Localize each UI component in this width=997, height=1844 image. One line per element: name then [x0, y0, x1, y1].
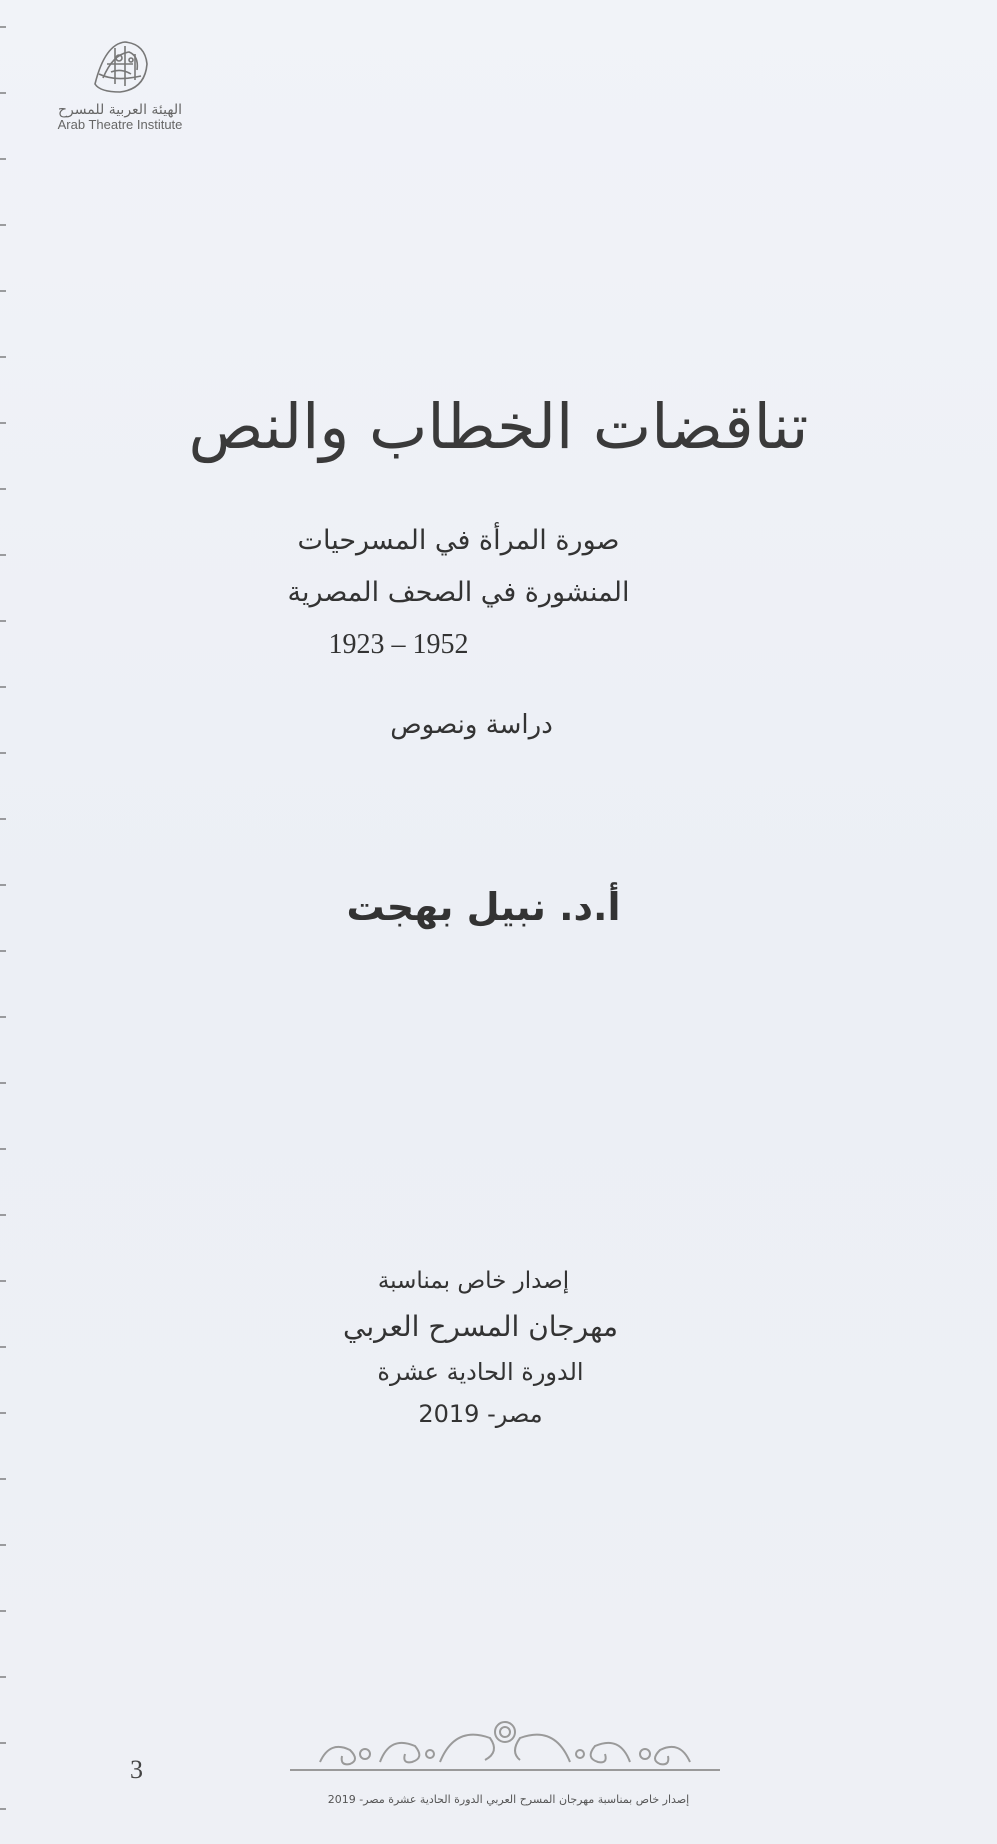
subtitle-line-1: صورة المرأة في المسرحيات [297, 525, 620, 556]
institute-logo [40, 34, 200, 144]
author-name: أ.د. نبيل بهجت [346, 885, 621, 929]
footer-caption: إصدار خاص بمناسبة مهرجان المسرح العربي الدورة الحادية عشرة مصر- 2019 [327, 1793, 690, 1806]
subtitle-years: 1923 – 1952 [328, 629, 469, 660]
study-label: دراسة ونصوص [390, 710, 553, 740]
edition-line-1: إصدار خاص بمناسبة [377, 1268, 570, 1294]
logo-arabic-name: الهيئة العربية للمسرح [58, 102, 182, 118]
edition-line-3: الدورة الحادية عشرة [377, 1358, 584, 1386]
decorative-ornament-icon [290, 1710, 720, 1782]
book-title: تناقضات الخطاب والنص [188, 390, 809, 463]
edition-line-4: مصر- 2019 [418, 1400, 543, 1428]
subtitle-line-2: المنشورة في الصحف المصرية [287, 577, 630, 608]
logo-english-name: Arab Theatre Institute [57, 117, 183, 132]
page-number: 3 [130, 1755, 143, 1784]
calligraphy-emblem-icon [85, 34, 155, 100]
edition-line-2: مهرجان المسرح العربي [343, 1310, 618, 1343]
